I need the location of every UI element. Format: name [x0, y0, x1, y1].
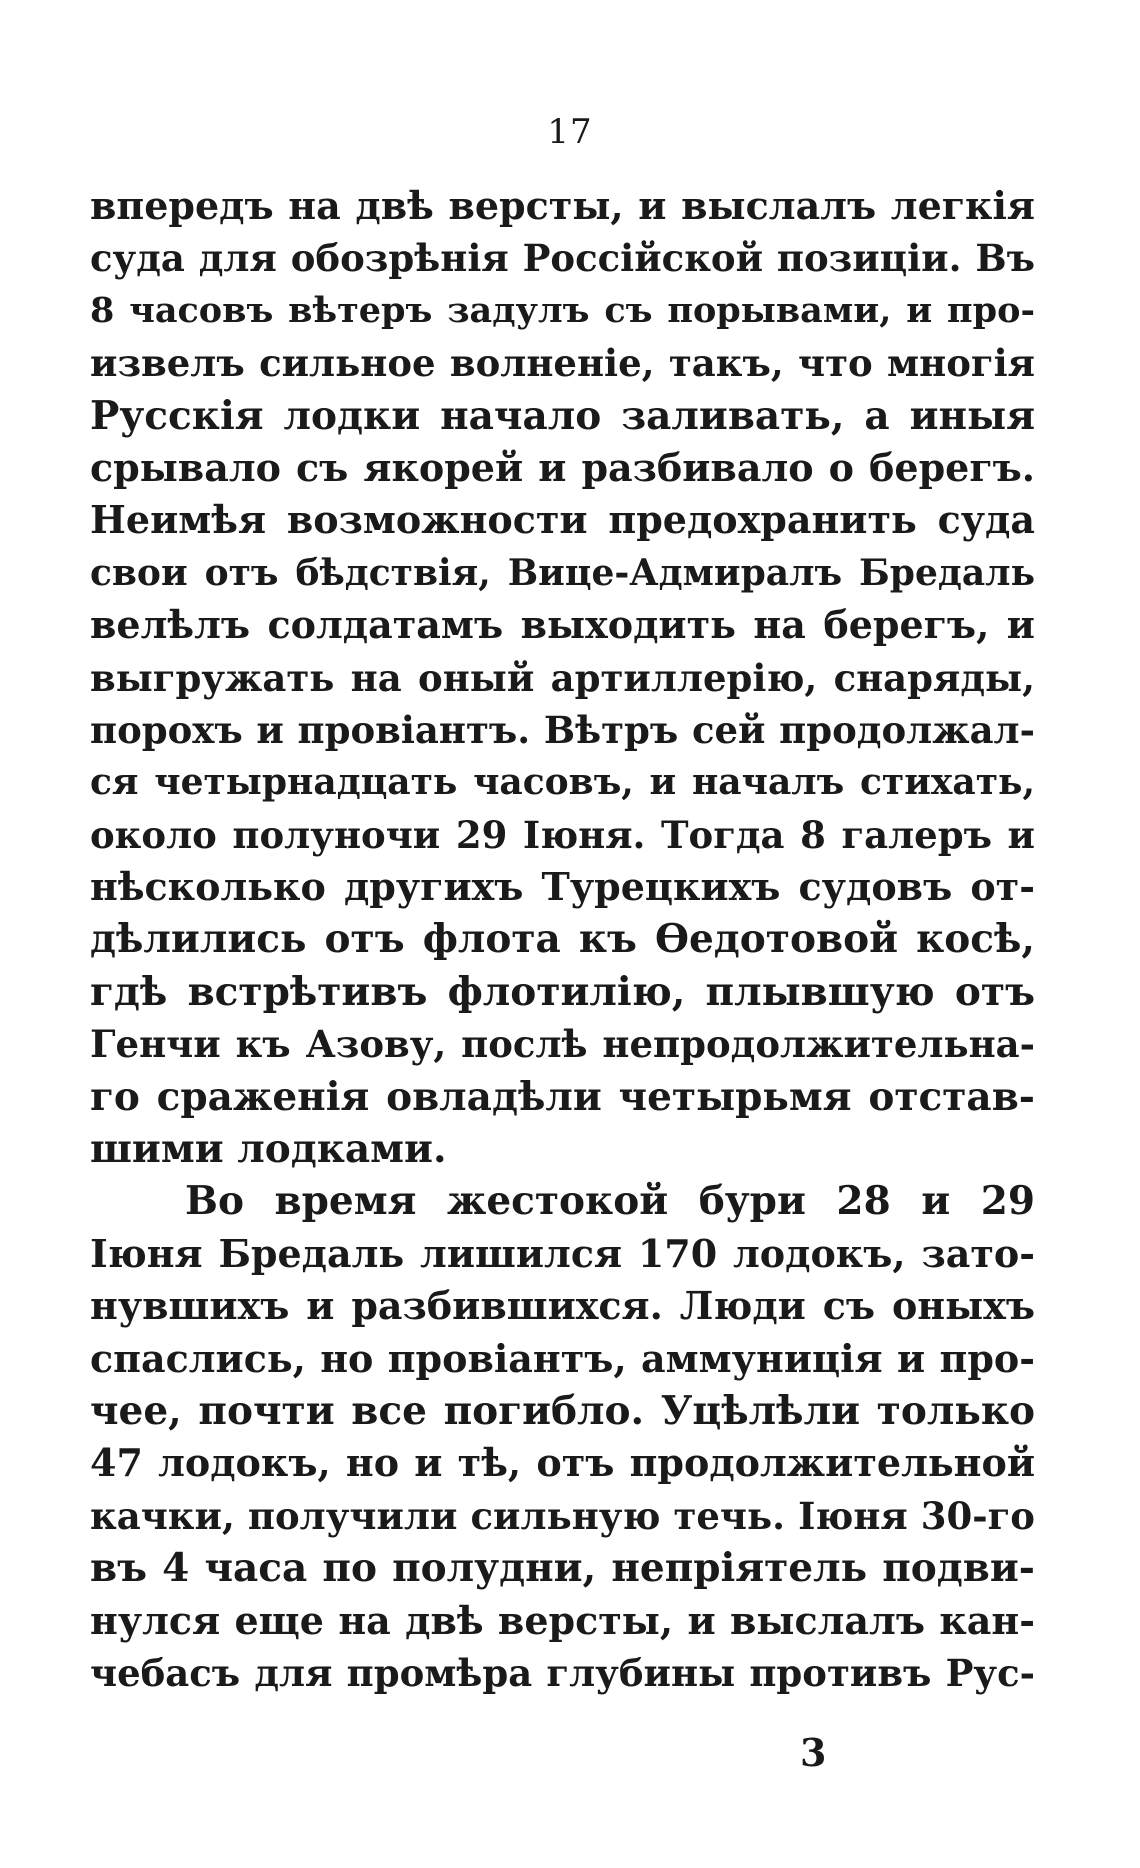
text-line: Русскія лодки начало заливать, а иныя — [90, 392, 1035, 439]
text-line: въ 4 часа по полудни, непріятель подви- — [90, 1545, 1035, 1592]
text-line: около полуночи 29 Іюня. Тогда 8 галеръ и — [90, 812, 1035, 857]
text-line: нѣсколько другихъ Турецкихъ судовъ от- — [90, 864, 1035, 910]
page-number: 17 — [547, 112, 593, 152]
text-line: чее, почти все погибло. Уцѣлѣли только — [90, 1387, 1035, 1434]
text-line: велѣлъ солдатамъ выходить на берегъ, и — [90, 602, 1035, 648]
paragraph-end-line: шими лодками. — [90, 1126, 447, 1173]
text-line: чебасъ для промѣра глубины противъ Рус- — [90, 1650, 1035, 1695]
text-line: нувшихъ и разбившихся. Люди съ оныхъ — [90, 1283, 1035, 1329]
text-line: суда для обозрѣнія Россійской позиціи. Въ — [90, 236, 1035, 281]
text-line: 8 часовъ вѣтеръ задулъ съ порывами, и про- — [90, 289, 1035, 331]
body-text — [90, 180, 1035, 1699]
text-line: качки, получили сильную течь. Іюня 30-го — [90, 1493, 1035, 1538]
text-line: ся четырнадцать часовъ, и началъ стихать, — [90, 761, 1035, 804]
text-line: нулся еще на двѣ версты, и выслалъ кан- — [90, 1597, 1035, 1643]
text-line: спаслись, но провіантъ, аммуниція и про- — [90, 1335, 1035, 1381]
signature-mark: 3 — [800, 1730, 827, 1775]
text-line: 47 лодокъ, но и тѣ, отъ продолжительной — [90, 1440, 1035, 1486]
text-line: извелъ сильное волненіе, такъ, что многія — [90, 341, 1035, 386]
text-line: Генчи къ Азову, послѣ непродолжительна- — [90, 1022, 1035, 1067]
text-line: срывало съ якорей и разбивало о берегъ. — [90, 444, 1035, 490]
text-line: дѣлились отъ флота къ Ѳедотовой косѣ, — [90, 916, 1035, 963]
text-line: Іюня Бредаль лишился 170 лодокъ, зато- — [90, 1230, 1035, 1276]
text-line: порохъ и провіантъ. Вѣтръ сей продолжал- — [90, 707, 1035, 752]
text-line: гдѣ встрѣтивъ флотилію, плывшую отъ — [90, 968, 1035, 1015]
paragraph-first-line: Во время жестокой бури 28 и 29 — [185, 1178, 1035, 1225]
text-line: впередъ на двѣ версты, и выслалъ легкія — [90, 183, 1035, 228]
text-line: го сраженія овладѣли четырьмя отстав- — [90, 1073, 1035, 1120]
text-line: Неимѣя возможности предохранить суда — [90, 497, 1035, 543]
text-line: выгружать на оный артиллерію, снаряды, — [90, 655, 1035, 700]
text-line: свои отъ бѣдствія, Вице-Адмиралъ Бредаль — [90, 551, 1035, 594]
